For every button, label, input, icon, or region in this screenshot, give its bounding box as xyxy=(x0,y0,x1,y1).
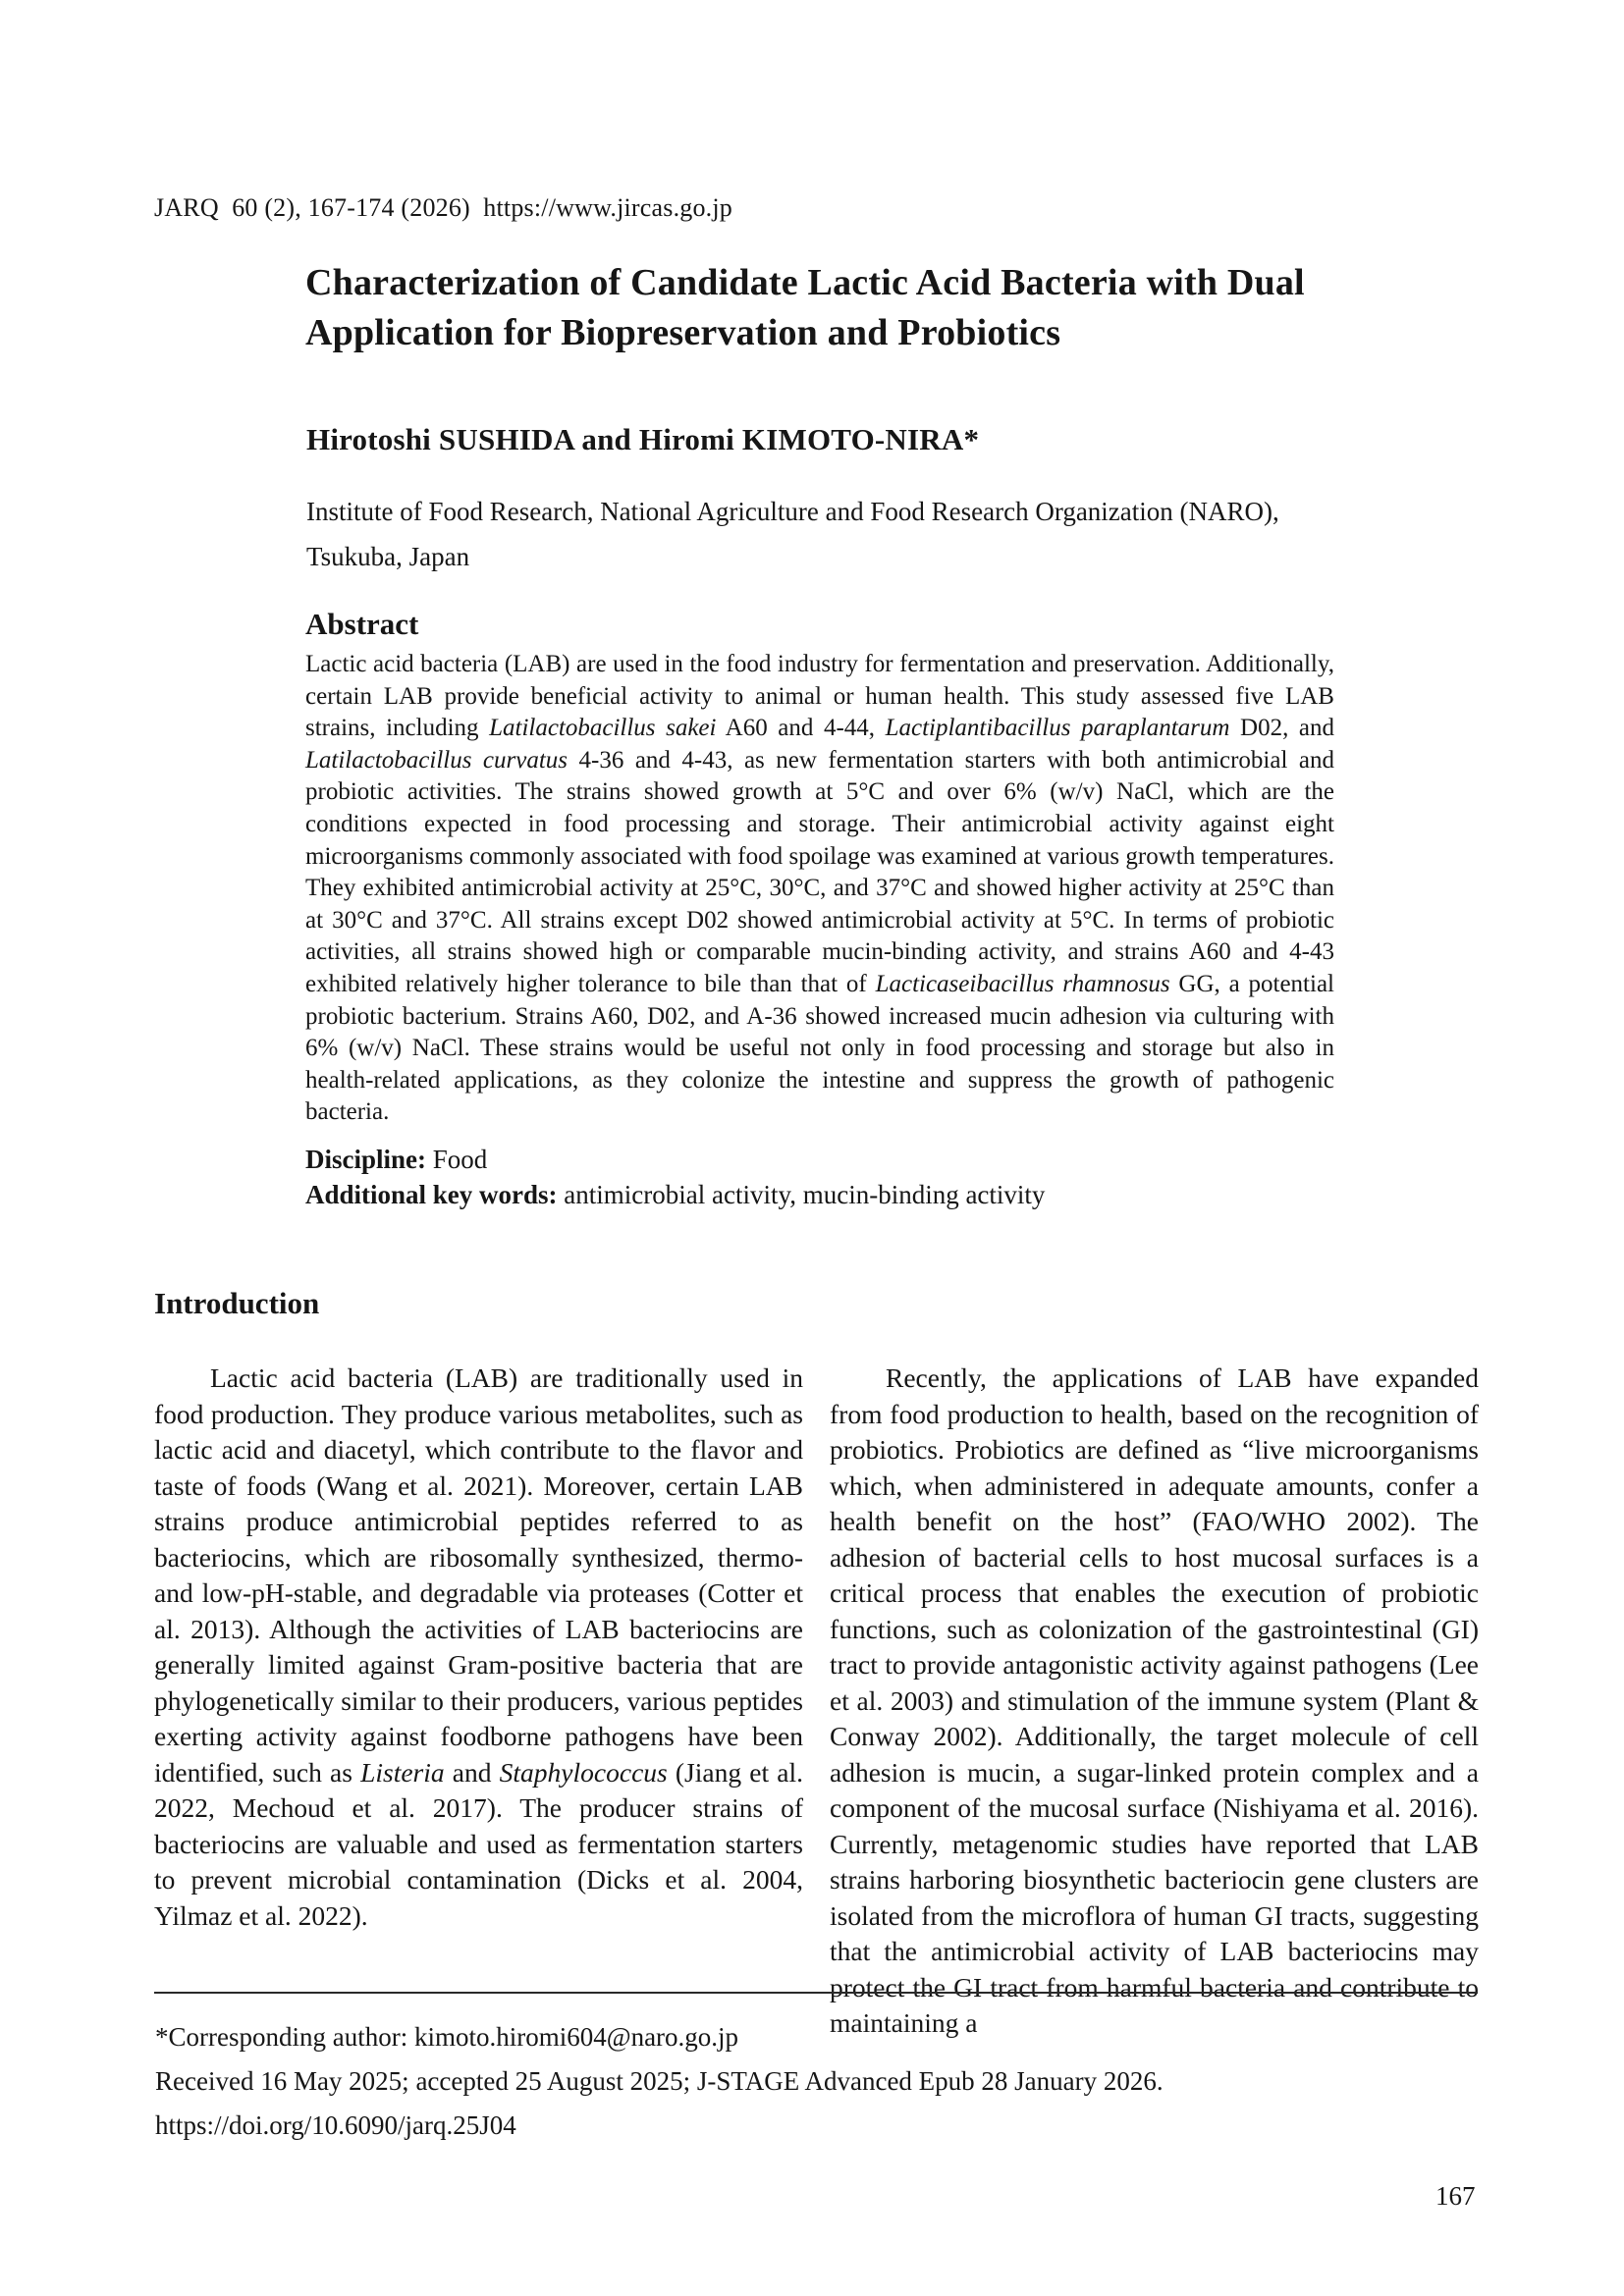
intro-right-column xyxy=(830,1361,1479,2042)
doi-note: https://doi.org/10.6090/jarq.25J04 xyxy=(155,2110,516,2140)
affiliation: Institute of Food Research, National Agriculture and Food Research Organization (NARO), Tsukuba, Japan xyxy=(306,497,1279,571)
keywords-row: Additional key words: antimicrobial activity, mucin-binding activity xyxy=(305,1180,1046,1209)
authors: Hirotoshi SUSHIDA and Hiromi KIMOTO-NIRA* xyxy=(306,422,980,456)
page-number: 167 xyxy=(1435,2181,1476,2211)
journal-citation: JARQ 60 (2), 167-174 (2026) https://www.jircas.go.jp xyxy=(154,193,733,222)
abstract-text: Lactic acid bacteria (LAB) are used in the food industry for fermentation and preservation. Additionally, certain LAB provide beneficial activity to animal or human health. This study assessed five LAB strains, including Latilactobacillus sakei A60 and 4-44, Lactiplantibacillus paraplantarum D02, and Latilactobacillus curvatus 4-36 and 4-43, as new fermentation starters with both antimicrobial and probiotic activities. The strains showed growth at 5°C and over 6% (w/v) NaCl, which are the conditions expected in food processing and storage. Their antimicrobial activity against eight microorganisms commonly associated with food spoilage was examined at various growth temperatures. They exhibited antimicrobial activity at 25°C, 30°C, and 37°C and showed higher activity at 25°C than at 30°C and 37°C. All strains except D02 showed antimicrobial activity at 5°C. In terms of probiotic activities, all strains showed high or comparable mucin-binding activity, and strains A60 and 4-43 exhibited relatively higher tolerance to bile than that of Lacticaseibacillus rhamnosus GG, a potential probiotic bacterium. Strains A60, D02, and A-36 showed increased mucin adhesion via culturing with 6% (w/v) NaCl. These strains would be useful not only in food processing and storage but also in health-related applications, as they colonize the intestine and suppress the growth of pathogenic bacteria. xyxy=(305,651,1334,1126)
intro-left-paragraph: Lactic acid bacteria (LAB) are traditionally used in food production. They produce various metabolites, such as lactic acid and diacetyl, which contribute to the flavor and taste of foods (Wang et al. 2021). Moreover, certain LAB strains produce antimicrobial peptides referred to as bacteriocins, which are ribosomally synthesized, thermo- and low-pH-stable, and degradable via proteases (Cotter et al. 2013). Although the activities of LAB bacteriocins are generally limited against Gram-positive bacteria that are phylogenetically similar to their producers, various peptides exerting activity against foodborne pathogens have been identified, such as Listeria and Staphylococcus (Jiang et al. 2022, Mechoud et al. 2017). The producer strains of bacteriocins are valuable and used as fermentation starters to prevent microbial contamination (Dicks et al. 2004, Yilmaz et al. 2022). xyxy=(154,1362,803,1931)
introduction-heading: Introduction xyxy=(154,1286,320,1320)
intro-left-column xyxy=(154,1361,803,1934)
paper-title: Characterization of Candidate Lactic Acid Bacteria with Dual Application for Biopreservation and Probiotics xyxy=(305,262,1305,353)
footnote-divider xyxy=(154,1992,1478,1994)
corresponding-author-note: *Corresponding author: kimoto.hiromi604@naro.go.jp xyxy=(155,2022,739,2052)
abstract-heading: Abstract xyxy=(305,607,419,641)
footnote-block xyxy=(155,2015,1479,2148)
discipline-row: Discipline: Food xyxy=(305,1145,488,1174)
received-accepted-note: Received 16 May 2025; accepted 25 August 2025; J-STAGE Advanced Epub 28 January 2026. xyxy=(155,2066,1164,2096)
intro-right-paragraph: Recently, the applications of LAB have expanded from food production to health, based on the recognition of probiotics. Probiotics are defined as “live microorganisms which, when administered in adequate amounts, confer a health benefit on the host” (FAO/WHO 2002). The adhesion of bacterial cells to host mucosal surfaces is a critical process that enables the execution of probiotic functions, such as colonization of the gastrointestinal (GI) tract to provide antagonistic activity against pathogens (Lee et al. 2003) and stimulation of the immune system (Plant & Conway 2002). Additionally, the target molecule of cell adhesion is mucin, a sugar-linked protein complex and a component of the mucosal surface (Nishiyama et al. 2016). Currently, metagenomic studies have reported that LAB strains harboring biosynthetic bacteriocin gene clusters are isolated from the microflora of human GI tracts, suggesting that the antimicrobial activity of LAB bacteriocins may protect the GI tract from harmful bacteria and contribute to maintaining a xyxy=(830,1362,1479,2038)
